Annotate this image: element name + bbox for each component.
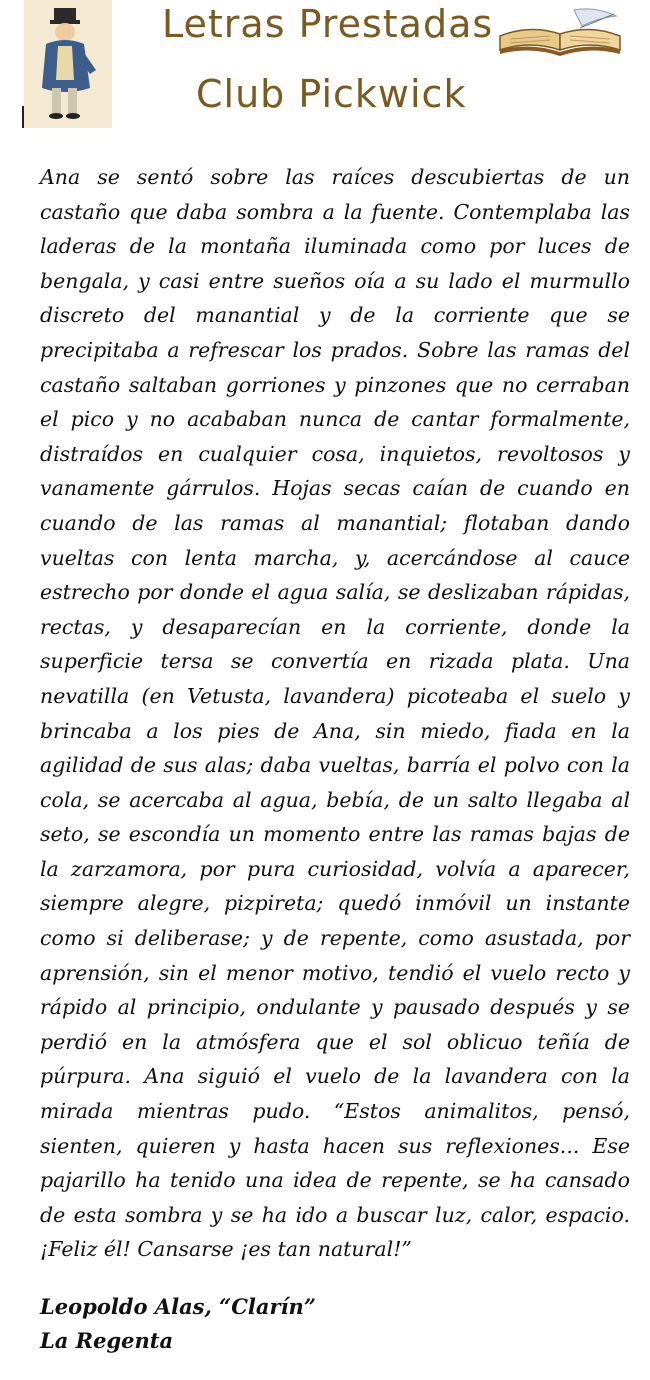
work-title: La Regenta: [40, 1328, 174, 1353]
page-header: [0, 0, 650, 140]
site-title: Letras Prestadas: [162, 2, 494, 46]
literary-passage: Ana se sentó sobre las raíces descubiertas de un castaño que daba sombra a la fuente. Contemplaba las laderas de la montaña iluminada como por luces de bengala, y casi entre sueños oía a su lado el murmullo discreto del manantial y de la corriente que se precipitaba a refrescar los prados. Sobre las ramas del castaño saltaban gorriones y pinzones que no cerraban el pico y no acababan nunca de cantar formalmente, distraídos en cualquier cosa, inquietos, revoltosos y vanamente gárrulos. Hojas secas caían de cuando en cuando de las ramas al manantial; flotaban dando vueltas con lenta marcha, y, acercándose al cauce estrecho por donde el agua salía, se deslizaban rápidas, rectas, y desaparecían en la corriente, donde la superficie tersa se convertía en rizada plata. Una nevatilla (en Vetusta, lavandera) picoteaba el suelo y brincaba a los pies de Ana, sin miedo, fiada en la agilidad de sus alas; daba vueltas, barría el polvo con la cola, se acercaba al agua, bebía, de un salto llegaba al seto, se escondía un momento entre las ramas bajas de la zarzamora, por pura curiosidad, volvía a aparecer, siempre alegre, pizpireta; quedó inmóvil un instante como si deliberase; y de repente, como asustada, por aprensión, sin el menor motivo, tendió el vuelo recto y rápido al principio, ondulante y pausado después y se perdió en la atmósfera que el sol oblicuo teñía de púrpura. Ana siguió el vuelo de la lavandera con la mirada mientras pudo. “Estos animalitos, pensó, sienten, quieren y hasta hacen sus reflexiones... Ese pajarillo ha tenido una idea de repente, se ha cansado de esta sombra y se ha ido a buscar luz, calor, espacio. ¡Feliz él! Cansarse ¡es tan natural!”: [40, 165, 630, 1262]
author-name: Leopoldo Alas, “Clarín”: [40, 1294, 316, 1319]
open-book-quill-icon: [496, 6, 626, 56]
club-title: Club Pickwick: [196, 72, 467, 116]
edge-mark: [22, 106, 24, 128]
pickwick-portrait-illustration: [24, 0, 112, 128]
